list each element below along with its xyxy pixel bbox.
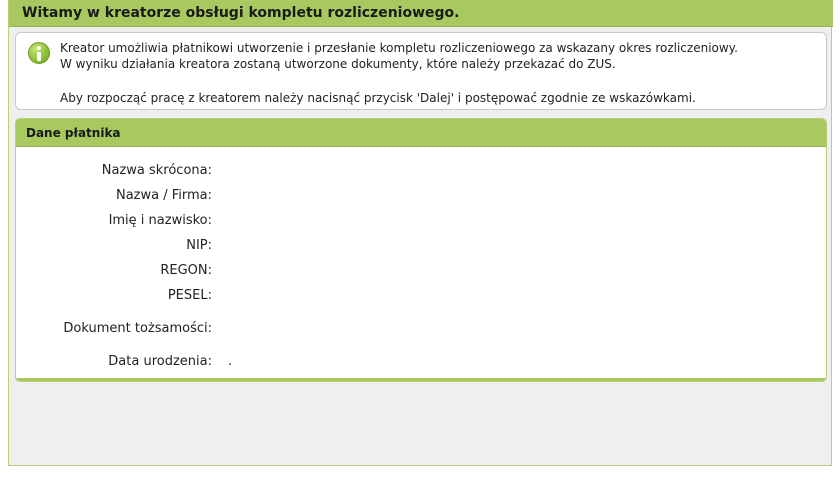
info-box (15, 32, 827, 110)
label-company-name: Nazwa / Firma: (115, 188, 212, 203)
label-nip: NIP: (186, 238, 212, 253)
payer-data-bottom-border (16, 378, 826, 381)
value-birth-date: . (228, 354, 233, 369)
label-pesel: PESEL: (167, 288, 212, 303)
payer-data-header (16, 119, 826, 147)
label-birth-date: Data urodzenia: (108, 354, 212, 369)
info-text-line-2: W wyniku działania kreatora zostaną utworzone dokumenty, które należy przekazać do ZUS. (60, 57, 616, 71)
payer-data-title: Dane płatnika (26, 126, 121, 140)
info-icon (28, 42, 50, 64)
label-full-name: Imię i nazwisko: (108, 213, 212, 228)
wizard-title: Witamy w kreatorze obsługi kompletu rozliczeniowego. (22, 5, 460, 21)
info-text-line-3: Aby rozpocząć pracę z kreatorem należy nacisnąć przycisk 'Dalej' i postępować zgodnie ze wskazówkami. (60, 91, 696, 105)
wizard-panel (8, 0, 832, 466)
label-regon: REGON: (160, 263, 212, 278)
info-text-line-1: Kreator umożliwia płatnikowi utworzenie i przesłanie kompletu rozliczeniowego za wskazany okres rozliczeniowy. (60, 41, 738, 55)
label-short-name: Nazwa skrócona: (101, 163, 212, 178)
payer-data-section (15, 118, 827, 382)
label-identity-document: Dokument tożsamości: (63, 321, 212, 336)
wizard-header (9, 0, 833, 27)
